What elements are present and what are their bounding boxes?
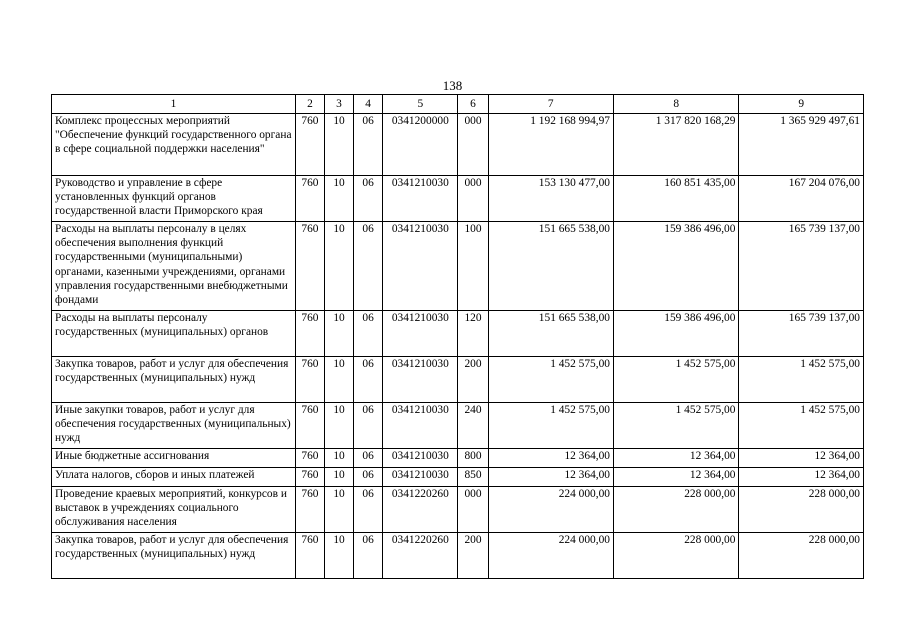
expense-type-code: 200 xyxy=(458,357,488,403)
amount-col8: 228 000,00 xyxy=(614,487,739,533)
expense-type-code: 120 xyxy=(458,311,488,357)
amount-col7: 224 000,00 xyxy=(488,487,613,533)
subsection-code: 06 xyxy=(354,311,383,357)
table-row xyxy=(52,176,864,222)
table-row xyxy=(52,533,864,579)
ministry-code: 760 xyxy=(295,114,324,176)
amount-col8: 1 452 575,00 xyxy=(614,357,739,403)
amount-col8: 12 364,00 xyxy=(614,449,739,468)
target-article-code: 0341220260 xyxy=(383,533,458,579)
target-article-code: 0341210030 xyxy=(383,311,458,357)
column-header: 3 xyxy=(324,95,353,114)
column-header: 2 xyxy=(295,95,324,114)
row-name: Иные бюджетные ассигнования xyxy=(52,449,296,468)
column-header: 6 xyxy=(458,95,488,114)
amount-col9: 12 364,00 xyxy=(739,468,864,487)
amount-col7: 151 665 538,00 xyxy=(488,311,613,357)
target-article-code: 0341210030 xyxy=(383,449,458,468)
amount-col7: 153 130 477,00 xyxy=(488,176,613,222)
amount-col9: 12 364,00 xyxy=(739,449,864,468)
expense-type-code: 800 xyxy=(458,449,488,468)
column-header: 7 xyxy=(488,95,613,114)
column-header: 9 xyxy=(739,95,864,114)
section-code: 10 xyxy=(324,449,353,468)
section-code: 10 xyxy=(324,176,353,222)
ministry-code: 760 xyxy=(295,357,324,403)
amount-col9: 228 000,00 xyxy=(739,533,864,579)
amount-col7: 12 364,00 xyxy=(488,449,613,468)
subsection-code: 06 xyxy=(354,114,383,176)
column-header: 1 xyxy=(52,95,296,114)
row-name: Закупка товаров, работ и услуг для обеспечения государственных (муниципальных) нужд xyxy=(52,533,296,579)
section-code: 10 xyxy=(324,468,353,487)
subsection-code: 06 xyxy=(354,222,383,311)
subsection-code: 06 xyxy=(354,176,383,222)
row-name: Расходы на выплаты персоналу в целях обеспечения выполнения функций государственными (муниципальными) органами, казенными учреждениями, органами управления государственными внебюджетными фондами xyxy=(52,222,296,311)
amount-col7: 1 452 575,00 xyxy=(488,357,613,403)
expense-type-code: 000 xyxy=(458,176,488,222)
row-name: Закупка товаров, работ и услуг для обеспечения государственных (муниципальных) нужд xyxy=(52,357,296,403)
ministry-code: 760 xyxy=(295,222,324,311)
column-header: 4 xyxy=(354,95,383,114)
amount-col8: 1 317 820 168,29 xyxy=(614,114,739,176)
row-name: Проведение краевых мероприятий, конкурсов и выставок в учреждениях социального обслуживания населения xyxy=(52,487,296,533)
table-row xyxy=(52,468,864,487)
target-article-code: 0341210030 xyxy=(383,468,458,487)
target-article-code: 0341220260 xyxy=(383,487,458,533)
amount-col8: 228 000,00 xyxy=(614,533,739,579)
target-article-code: 0341210030 xyxy=(383,176,458,222)
ministry-code: 760 xyxy=(295,449,324,468)
target-article-code: 0341210030 xyxy=(383,357,458,403)
expense-type-code: 000 xyxy=(458,487,488,533)
table-row xyxy=(52,222,864,311)
ministry-code: 760 xyxy=(295,311,324,357)
section-code: 10 xyxy=(324,311,353,357)
budget-table xyxy=(51,94,864,579)
amount-col9: 1 365 929 497,61 xyxy=(739,114,864,176)
ministry-code: 760 xyxy=(295,487,324,533)
row-name: Руководство и управление в сфере установленных функций органов государственной власти Приморского края xyxy=(52,176,296,222)
amount-col8: 12 364,00 xyxy=(614,468,739,487)
amount-col8: 160 851 435,00 xyxy=(614,176,739,222)
section-code: 10 xyxy=(324,487,353,533)
subsection-code: 06 xyxy=(354,533,383,579)
amount-col7: 151 665 538,00 xyxy=(488,222,613,311)
expense-type-code: 200 xyxy=(458,533,488,579)
subsection-code: 06 xyxy=(354,403,383,449)
table-row xyxy=(52,449,864,468)
target-article-code: 0341200000 xyxy=(383,114,458,176)
expense-type-code: 240 xyxy=(458,403,488,449)
subsection-code: 06 xyxy=(354,468,383,487)
amount-col8: 1 452 575,00 xyxy=(614,403,739,449)
subsection-code: 06 xyxy=(354,449,383,468)
column-header: 8 xyxy=(614,95,739,114)
amount-col9: 167 204 076,00 xyxy=(739,176,864,222)
subsection-code: 06 xyxy=(354,487,383,533)
amount-col9: 1 452 575,00 xyxy=(739,357,864,403)
section-code: 10 xyxy=(324,114,353,176)
column-header: 5 xyxy=(383,95,458,114)
target-article-code: 0341210030 xyxy=(383,222,458,311)
table-row xyxy=(52,357,864,403)
row-name: Уплата налогов, сборов и иных платежей xyxy=(52,468,296,487)
ministry-code: 760 xyxy=(295,403,324,449)
table-row xyxy=(52,403,864,449)
expense-type-code: 100 xyxy=(458,222,488,311)
page-number: 138 xyxy=(442,78,463,93)
section-code: 10 xyxy=(324,533,353,579)
table-row xyxy=(52,114,864,176)
row-name: Расходы на выплаты персоналу государственных (муниципальных) органов xyxy=(52,311,296,357)
amount-col8: 159 386 496,00 xyxy=(614,222,739,311)
header-row xyxy=(52,95,864,114)
expense-type-code: 000 xyxy=(458,114,488,176)
amount-col9: 228 000,00 xyxy=(739,487,864,533)
ministry-code: 760 xyxy=(295,533,324,579)
amount-col7: 12 364,00 xyxy=(488,468,613,487)
section-code: 10 xyxy=(324,403,353,449)
table-row xyxy=(52,487,864,533)
ministry-code: 760 xyxy=(295,468,324,487)
row-name: Комплекс процессных мероприятий "Обеспечение функций государственного органа в сфере социальной поддержки населения" xyxy=(52,114,296,176)
expense-type-code: 850 xyxy=(458,468,488,487)
amount-col7: 1 452 575,00 xyxy=(488,403,613,449)
amount-col7: 1 192 168 994,97 xyxy=(488,114,613,176)
subsection-code: 06 xyxy=(354,357,383,403)
amount-col9: 1 452 575,00 xyxy=(739,403,864,449)
section-code: 10 xyxy=(324,222,353,311)
amount-col9: 165 739 137,00 xyxy=(739,311,864,357)
row-name: Иные закупки товаров, работ и услуг для обеспечения государственных (муниципальных) нужд xyxy=(52,403,296,449)
ministry-code: 760 xyxy=(295,176,324,222)
section-code: 10 xyxy=(324,357,353,403)
amount-col9: 165 739 137,00 xyxy=(739,222,864,311)
amount-col7: 224 000,00 xyxy=(488,533,613,579)
target-article-code: 0341210030 xyxy=(383,403,458,449)
table-row xyxy=(52,311,864,357)
amount-col8: 159 386 496,00 xyxy=(614,311,739,357)
